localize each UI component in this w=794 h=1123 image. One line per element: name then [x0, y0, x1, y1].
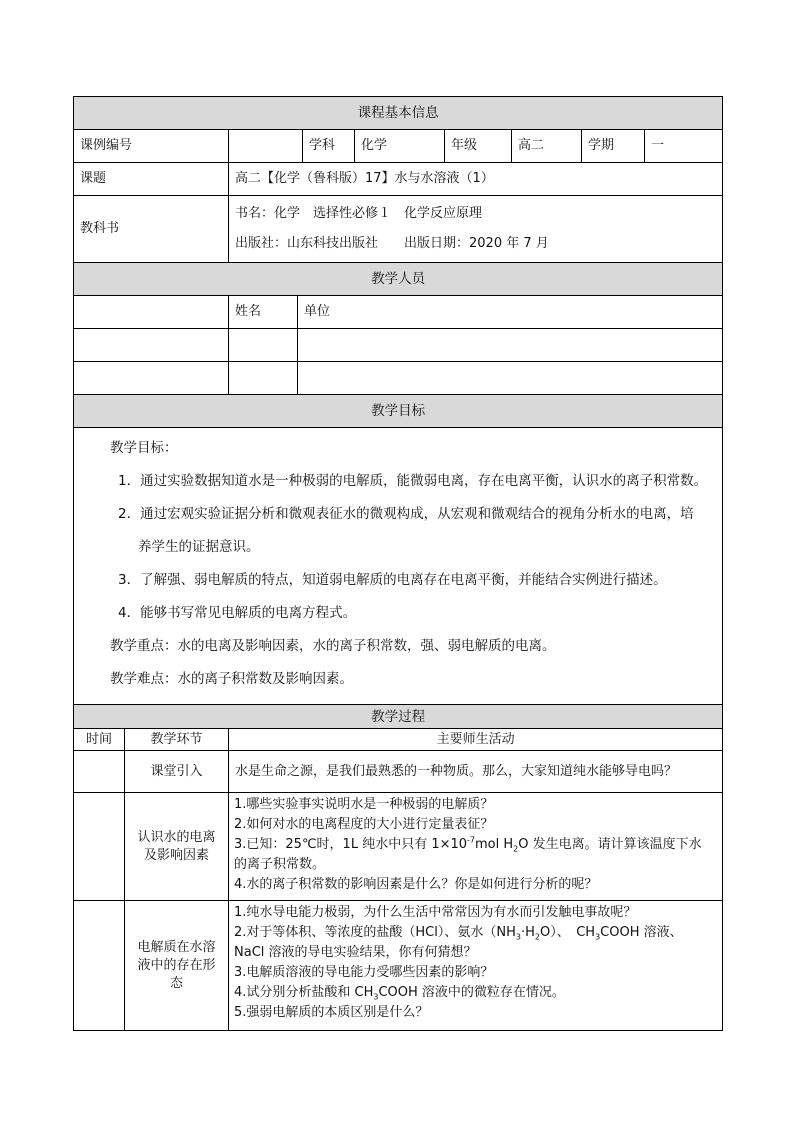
staff-unit-column: 单位 [298, 296, 723, 329]
time-cell [74, 793, 125, 901]
activity-cell [229, 793, 723, 901]
subject-value: 化学 [355, 130, 445, 163]
process-row [74, 901, 723, 1031]
question-item-continuation: 的离子积常数。 [234, 857, 326, 872]
question-item: 4.试分别分析盐酸和 $CH_3COOH$ 溶液中的微粒存在情况。 [234, 985, 565, 1002]
staff-role-cell [74, 362, 229, 395]
staff-name-cell [229, 362, 298, 395]
staff-row [74, 362, 723, 395]
textbook-details [229, 196, 723, 263]
staff-header: 教学人员 [74, 263, 723, 296]
stage-column-header: 教学环节 [125, 729, 229, 751]
subject-label: 学科 [303, 130, 355, 163]
lesson-plan-table [73, 96, 723, 1031]
goals-header: 教学目标 [74, 395, 723, 428]
staff-unit-cell [298, 362, 723, 395]
question-item: 1.哪些实验事实说明水是一种极弱的电解质？ [234, 797, 494, 812]
goals-intro: 教学目标： [110, 440, 178, 456]
case-number-value [229, 130, 303, 163]
process-row [74, 793, 723, 901]
process-header: 教学过程 [74, 705, 723, 729]
goal-item: 1．通过实验数据知道水是一种极弱的电解质，能微弱电离，存在电离平衡，认识水的离子积常数。 [118, 473, 708, 489]
process-column-headers [74, 729, 723, 751]
time-column-header: 时间 [74, 729, 125, 751]
question-item: 2.如何对水的电离程度的大小进行定量表征？ [234, 817, 494, 832]
question-item: 1.纯水导电能力极弱，为什么生活中常常因为有水而引发触电事故呢？ [234, 905, 637, 920]
stage-cell: 电解质在水溶液中的存在形态 [125, 901, 229, 1031]
staff-name-cell [229, 329, 298, 362]
case-number-label: 课例编号 [74, 130, 229, 163]
textbook-label: 教科书 [74, 196, 229, 263]
activity-column-header: 主要师生活动 [229, 729, 723, 751]
textbook-title: 书名：化学 选择性必修１ 化学反应原理 [235, 206, 483, 221]
question-item: 5.强弱电解质的本质区别是什么？ [234, 1005, 429, 1020]
staff-role-cell [74, 329, 229, 362]
time-cell [74, 751, 125, 793]
staff-row [74, 329, 723, 362]
topic-row [74, 163, 723, 196]
question-item: 3.已知：25℃时，1L 纯水中只有 $1\times 10^{-7}mol$ $H_2O$ 发生电离。请计算该温度下水 [234, 835, 702, 854]
textbook-row [74, 196, 723, 263]
staff-name-column: 姓名 [229, 296, 298, 329]
key-points: 教学重点：水的电离及影响因素，水的离子积常数，强、弱电解质的电离。 [110, 638, 556, 654]
goal-item: 4．能够书写常见电解质的电离方程式。 [118, 605, 357, 621]
staff-unit-cell [298, 329, 723, 362]
goal-item: 2．通过宏观实验证据分析和微观表征水的微观构成，从宏观和微观结合的视角分析水的电离，培 [118, 506, 694, 522]
goal-item-continuation: 养学生的证据意识。 [138, 539, 260, 555]
question-item: 3.电解质溶液的导电能力受哪些因素的影响？ [234, 965, 494, 980]
staff-role-cell [74, 296, 229, 329]
term-label: 学期 [582, 130, 645, 163]
textbook-publisher: 出版社：山东科技出版社 出版日期：2020 年 7 月 [235, 236, 549, 251]
process-row [74, 751, 723, 793]
stage-cell: 课堂引入 [125, 751, 229, 793]
activity-cell [229, 901, 723, 1031]
question-item: 2.对于等体积、等浓度的盐酸（HCl）、氨水$(NH_3\cdot H_2O)$、 $CH_3COOH$ 溶液、 [234, 925, 683, 942]
activity-cell: 水是生命之源，是我们最熟悉的一种物质。那么，大家知道纯水能够导电吗？ [229, 751, 723, 793]
basic-info-header: 课程基本信息 [74, 97, 723, 130]
grade-label: 年级 [445, 130, 512, 163]
goal-item: 3．了解强、弱电解质的特点，知道弱电解质的电离存在电离平衡，并能结合实例进行描述。 [118, 572, 667, 588]
basic-info-row [74, 130, 723, 163]
staff-header-row [74, 296, 723, 329]
question-item: 4.水的离子积常数的影响因素是什么？你是如何进行分析的呢？ [234, 877, 598, 892]
topic-value: 高二【化学（鲁科版）17】水与水溶液（1） [229, 163, 723, 196]
grade-value: 高二 [512, 130, 582, 163]
term-value: 一 [645, 130, 723, 163]
goals-content [74, 428, 723, 705]
time-cell [74, 901, 125, 1031]
stage-cell: 认识水的电离及影响因素 [125, 793, 229, 901]
difficulties: 教学难点：水的离子积常数及影响因素。 [110, 671, 353, 687]
question-item-continuation: NaCl 溶液的导电实验结果，你有何猜想？ [234, 945, 477, 960]
topic-label: 课题 [74, 163, 229, 196]
